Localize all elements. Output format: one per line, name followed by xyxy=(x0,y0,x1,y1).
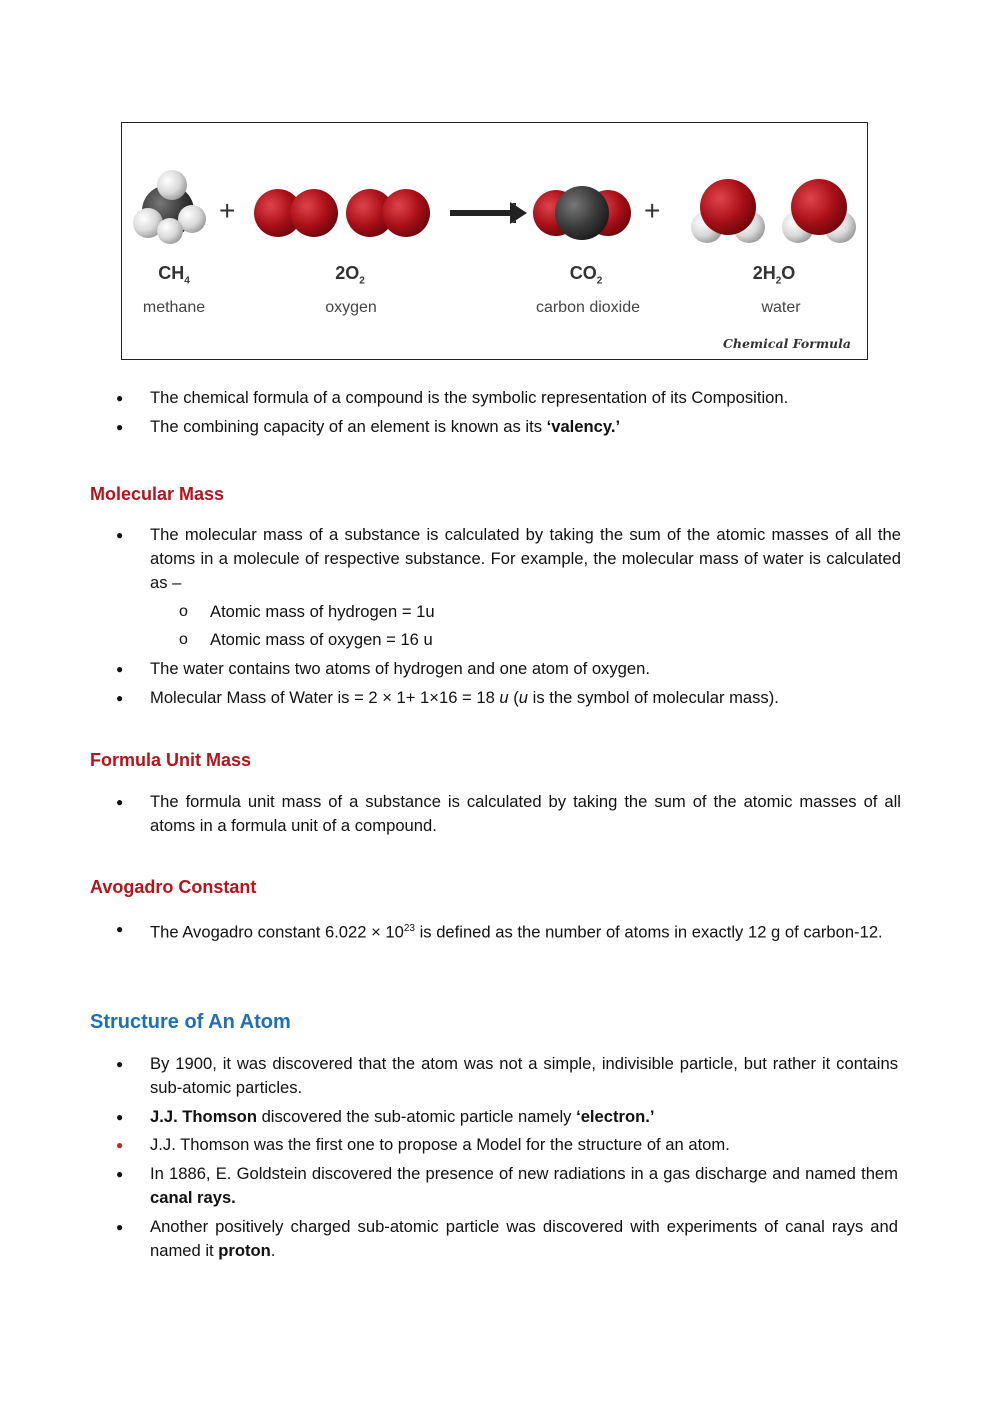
plus-sign: + xyxy=(219,195,236,226)
formula-water: $2H_2O$ xyxy=(752,263,796,287)
molecular-mass-bullet-1: The molecular mass of a substance is calculated by taking the sum of the atomic masses of all the atoms in a molecule of respective substance. For example, the molecular mass of water is calculated as – xyxy=(150,525,901,592)
oxygen-molecules xyxy=(254,189,430,237)
methane-molecule xyxy=(133,170,206,244)
sub-bullet-marker: o xyxy=(179,631,188,648)
bullet-icon: ● xyxy=(116,1138,124,1152)
bullet-icon: ● xyxy=(116,1167,124,1181)
figure-caption: Chemical Formula xyxy=(722,336,851,351)
intro-bullet-1: The chemical formula of a compound is the symbolic representation of its Composition. xyxy=(150,388,789,407)
name-carbon-dioxide: carbon dioxide xyxy=(535,299,641,316)
plus-sign: + xyxy=(644,195,661,226)
formula-carbon-dioxide: $CO_2$ xyxy=(569,263,603,287)
bullet-icon: ● xyxy=(116,528,124,542)
atom-bullet-4: In 1886, E. Goldstein discovered the presence of new radiations in a gas discharge and named them canal rays. xyxy=(150,1164,898,1207)
heading-molecular-mass: Molecular Mass xyxy=(90,484,225,504)
atom-bullet-3: J.J. Thomson was the first one to propose a Model for the structure of an atom. xyxy=(150,1135,730,1154)
molecular-mass-bullet-2: The water contains two atoms of hydrogen and one atom of oxygen. xyxy=(150,659,650,678)
formula-methane: $CH_4$ xyxy=(158,263,190,287)
reaction-illustration xyxy=(122,123,869,361)
bullet-icon: ● xyxy=(116,922,124,936)
atom-bullet-1: By 1900, it was discovered that the atom was not a simple, indivisible particle, but rather it contains sub-atomic particles. xyxy=(150,1054,898,1097)
heading-avogadro-constant: Avogadro Constant xyxy=(90,877,257,897)
bullet-icon: ● xyxy=(116,1220,124,1234)
formula-oxygen: $2O_2$ xyxy=(335,263,365,287)
sub-bullet-marker: o xyxy=(179,603,188,620)
bullet-icon: ● xyxy=(116,391,124,405)
atom-bullet-5: Another positively charged sub-atomic particle was discovered with experiments of canal rays and named it proton. xyxy=(150,1217,898,1260)
bullet-icon: ● xyxy=(116,662,124,676)
formula-unit-mass-bullet-1: The formula unit mass of a substance is calculated by taking the sum of the atomic masses of all atoms in a formula unit of a compound. xyxy=(150,792,901,835)
molecular-mass-bullet-3: Molecular Mass of Water is = 2 × 1+ 1×16 = 18 u (u is the symbol of molecular mass). xyxy=(150,688,779,707)
bullet-icon: ● xyxy=(116,1110,124,1124)
bullet-icon: ● xyxy=(116,795,124,809)
name-water: water xyxy=(761,299,801,316)
bullet-icon: ● xyxy=(116,1057,124,1071)
avogadro-bullet-1: The Avogadro constant $6.022 \times 10^{23}$ is defined as the number of atoms in exactly 12 g of carbon-12. xyxy=(150,922,883,942)
molecular-mass-sub-2: Atomic mass of oxygen = 16 u xyxy=(210,630,433,649)
atom-bullet-2: J.J. Thomson discovered the sub-atomic particle namely ‘electron.’ xyxy=(150,1107,655,1126)
name-methane: methane xyxy=(142,299,206,316)
carbon-dioxide-molecule xyxy=(533,186,631,240)
intro-bullet-2: The combining capacity of an element is known as its ‘valency.’ xyxy=(150,417,621,436)
name-oxygen: oxygen xyxy=(325,299,377,316)
heading-formula-unit-mass: Formula Unit Mass xyxy=(90,750,252,770)
molecular-mass-sub-1: Atomic mass of hydrogen = 1u xyxy=(210,602,435,621)
bullet-icon: ● xyxy=(116,420,124,434)
bullet-icon: ● xyxy=(116,691,124,705)
heading-structure-of-atom: Structure of An Atom xyxy=(90,1011,291,1033)
water-molecules xyxy=(691,179,856,243)
reaction-arrow xyxy=(450,202,527,224)
chemical-formula-figure xyxy=(121,122,868,360)
